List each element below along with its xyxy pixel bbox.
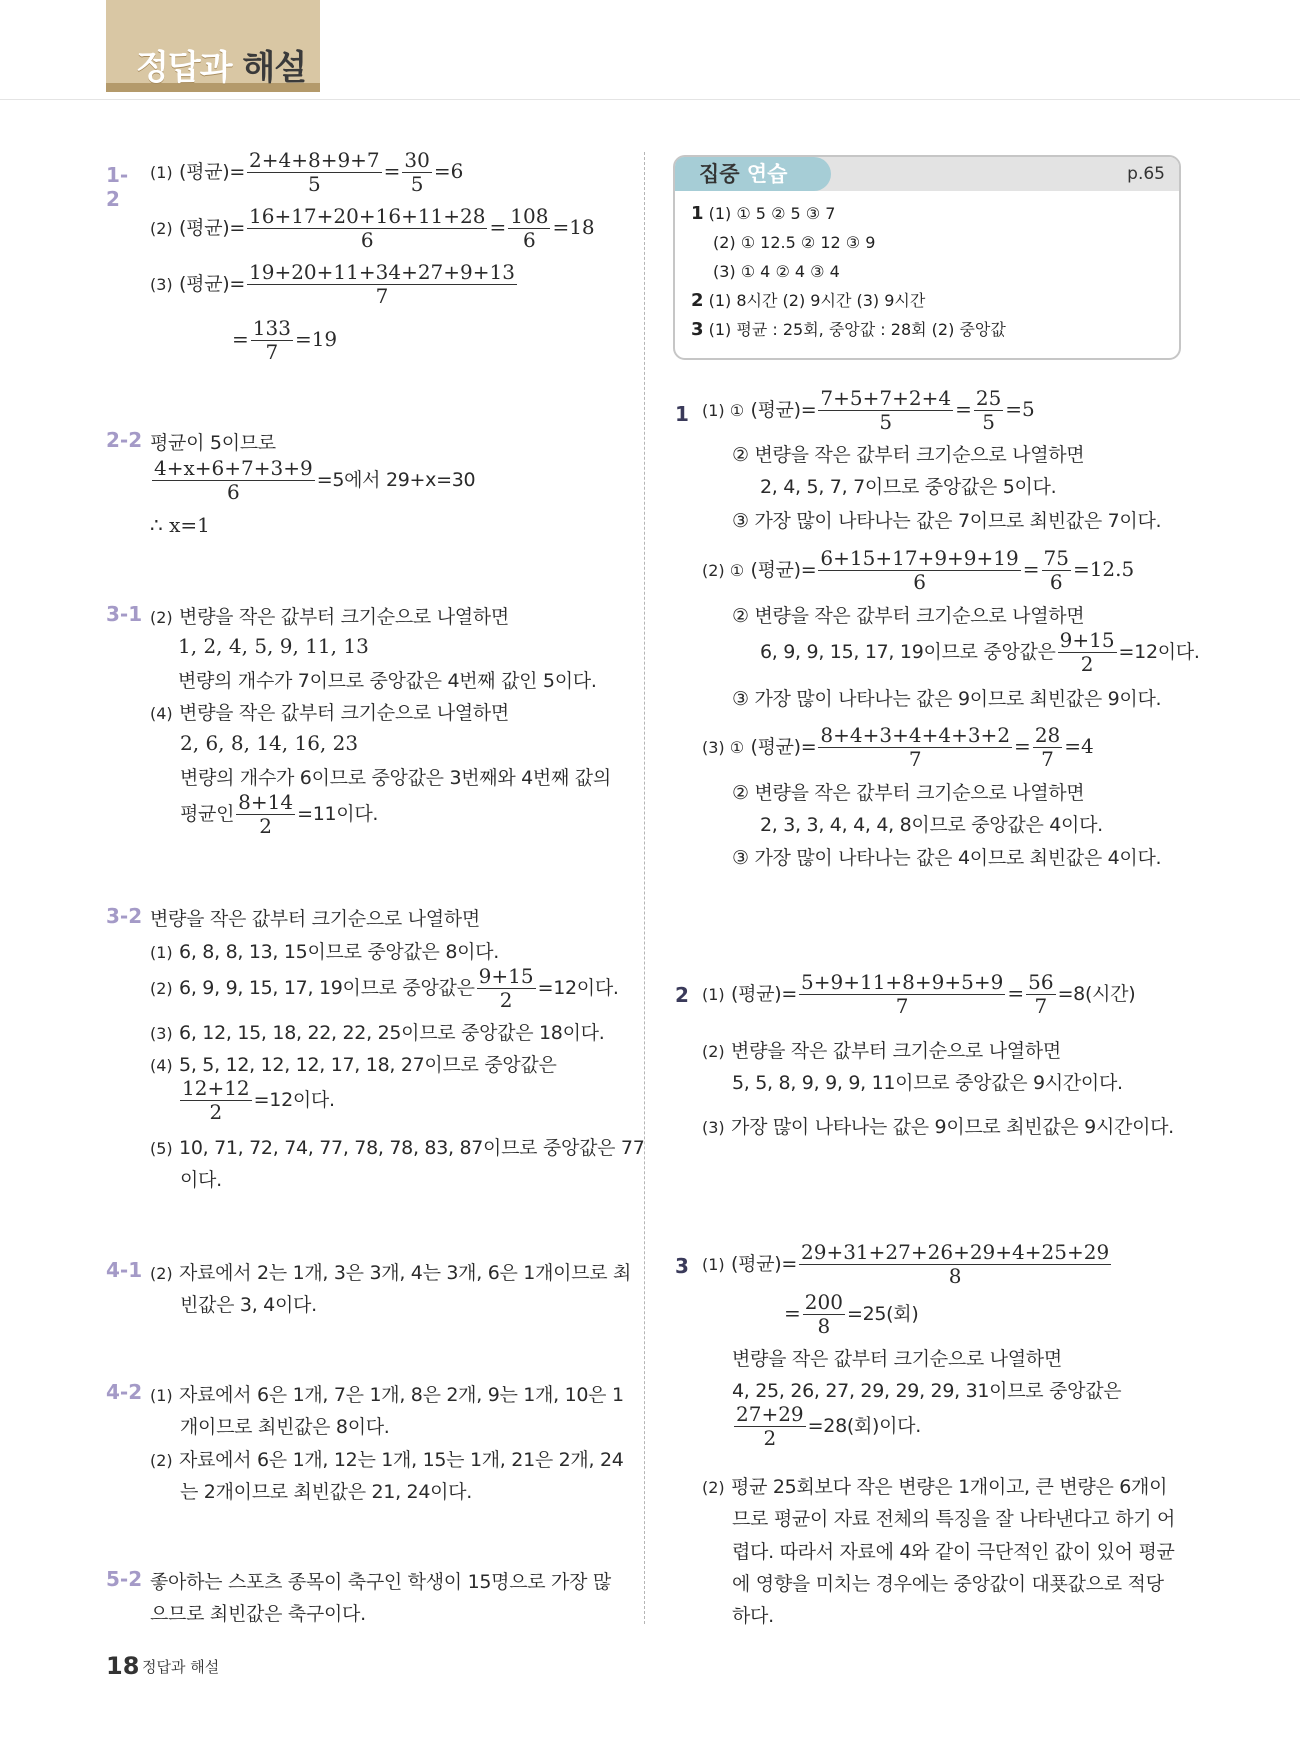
text: (평균)= [750, 399, 817, 421]
numerator: 4+x+6+7+3+9 [154, 456, 313, 480]
denominator: 6 [913, 570, 926, 594]
text: 자료에서 2는 1개, 3은 3개, 4는 3개, 6은 1개이므로 최 [179, 1262, 632, 1284]
sub-tag: (3) [150, 1024, 173, 1043]
numerator: 19+20+11+34+27+9+13 [249, 260, 515, 284]
denominator: 5 [307, 172, 321, 196]
q1-a1 [702, 388, 1035, 433]
q1-c2b: 2, 3, 3, 4, 4, 4, 8이므로 중앙값은 4이다. [760, 814, 1103, 836]
answer-label-1: 1 [675, 402, 689, 426]
text: 5, 5, 12, 12, 12, 17, 18, 27이므로 중앙값은 [179, 1054, 557, 1076]
q3-line5 [732, 1404, 921, 1449]
text: 변량을 작은 값부터 크기순으로 나열하면 [179, 606, 509, 628]
problem-label-2-2: 2-2 [106, 428, 143, 452]
p32-line5b: 이다. [180, 1169, 222, 1191]
fraction [247, 206, 487, 251]
text: 6, 9, 9, 15, 17, 19이므로 중앙값은 [760, 641, 1056, 663]
sub-tag: (1) [702, 1255, 725, 1274]
problem-label: 1-2 [106, 163, 129, 211]
header-rule [0, 99, 1300, 100]
text: =12이다. [1118, 641, 1200, 663]
answer-text: (1) 평균 : 25회, 중앙값 : 28회 (2) 중앙값 [708, 320, 1006, 339]
box-line [691, 257, 1006, 286]
numerator: 8+14 [238, 790, 294, 814]
q1-c2a: ② 변량을 작은 값부터 크기순으로 나열하면 [732, 782, 1085, 804]
q1-c3: ③ 가장 많이 나타나는 값은 4이므로 최빈값은 4이다. [732, 847, 1162, 869]
sub-tag: (1) [150, 1386, 173, 1405]
denominator: 2 [499, 988, 513, 1012]
q2-a1 [702, 972, 1135, 1017]
text: =19 [294, 327, 338, 351]
sub-tag: (2) [702, 1478, 725, 1497]
sub-tag: (2) [150, 219, 173, 238]
fraction [799, 972, 1005, 1017]
denominator: 2 [1080, 652, 1094, 676]
p42-line1b: 개이므로 최빈값은 8이다. [180, 1416, 390, 1438]
text: =28(회)이다. [807, 1415, 921, 1437]
box-line [691, 199, 1006, 228]
numerator: 12+12 [182, 1076, 250, 1100]
q1-a2b: 2, 4, 5, 7, 7이므로 중앙값은 5이다. [760, 476, 1057, 498]
numerator: 5+9+11+8+9+5+9 [801, 970, 1004, 994]
problem-label-4-1: 4-1 [106, 1258, 143, 1282]
footer-label: 정답과 해설 [142, 1658, 220, 1676]
sub-tag: (2) [150, 608, 173, 627]
text: 6, 12, 15, 18, 22, 22, 25이므로 중앙값은 18이다. [179, 1022, 605, 1044]
denominator: 5 [982, 410, 995, 434]
answer-text: (2) ① 12.5 ② 12 ③ 9 [713, 233, 876, 252]
text: 평균 25회보다 작은 변량은 1개이고, 큰 변량은 6개이 [731, 1476, 1168, 1498]
fraction [508, 206, 550, 251]
page-title [136, 40, 306, 89]
problem-label-5-2: 5-2 [106, 1567, 143, 1591]
text: (평균)= [731, 983, 797, 1005]
numerator: 30 [404, 148, 430, 172]
denominator: 7 [1034, 994, 1048, 1018]
sub-tag: (1) [702, 985, 725, 1004]
sub-tag: (2) [702, 1042, 725, 1061]
fraction [247, 262, 517, 307]
denominator: 7 [908, 747, 922, 771]
text: =25(회) [846, 1303, 919, 1325]
denominator: 6 [522, 228, 536, 252]
answer-text: (1) ① 5 ② 5 ③ 7 [708, 204, 836, 223]
fraction [247, 150, 382, 195]
sub-tag: (3) [150, 275, 173, 294]
denominator: 2 [259, 814, 272, 838]
text: =12이다. [253, 1089, 335, 1111]
p42-line2b: 는 2개이므로 최빈값은 21, 24이다. [180, 1481, 472, 1503]
label-part-a: 집중 [699, 162, 740, 186]
numerator: 6+15+17+9+9+19 [820, 546, 1019, 570]
text: =8(시간) [1057, 983, 1136, 1005]
sub-tag: (2) [150, 1264, 173, 1283]
text: =18 [552, 215, 595, 239]
title-part-a: 정답과 [136, 48, 232, 88]
p12-line3 [150, 262, 519, 307]
box-line [691, 315, 1006, 344]
p41-line2: 빈값은 3, 4이다. [180, 1294, 317, 1316]
q3-para4: 에 영향을 미치는 경우에는 중앙값이 대푯값으로 적당 [732, 1573, 1164, 1595]
fraction [1026, 972, 1055, 1017]
text: 6, 8, 8, 13, 15이므로 중앙값은 8이다. [179, 941, 499, 963]
numerator: 9+15 [1059, 628, 1115, 652]
answer-num: 2 [691, 290, 704, 311]
p52-line1: 좋아하는 스포츠 종목이 축구인 학생이 15명으로 가장 많 [150, 1571, 611, 1593]
p12-line4 [232, 318, 337, 363]
denominator: 7 [1041, 747, 1054, 771]
fraction [251, 318, 293, 363]
fraction [402, 150, 431, 195]
denominator: 6 [226, 480, 240, 504]
numerator: 16+17+20+16+11+28 [249, 204, 486, 228]
sub-tag: (3) ① [702, 738, 745, 757]
sub-tag: (5) [150, 1139, 173, 1158]
text: =6 [433, 159, 464, 183]
fraction [803, 1292, 845, 1337]
numerator: 28 [1034, 723, 1061, 747]
q3-para2: 므로 평균이 자료 전체의 특징을 잘 나타낸다고 하기 어 [732, 1508, 1176, 1530]
sub-tag: (1) [150, 163, 173, 182]
box-page-ref: p.65 [1127, 164, 1165, 184]
numerator: 7+5+7+2+4 [820, 386, 952, 410]
q1-a3: ③ 가장 많이 나타나는 값은 7이므로 최빈값은 7이다. [732, 510, 1162, 532]
sub-tag: (4) [150, 704, 173, 723]
text: = [383, 159, 401, 183]
fraction [1033, 725, 1062, 770]
denominator: 8 [817, 1314, 831, 1338]
problem-label-4-2: 4-2 [106, 1380, 143, 1404]
fraction [1042, 548, 1071, 593]
box-answers [691, 199, 1006, 344]
q2-line2b: 5, 5, 8, 9, 9, 9, 11이므로 중앙값은 9시간이다. [732, 1072, 1123, 1094]
text: =5에서 29+x=30 [316, 469, 476, 491]
column-divider [644, 152, 645, 1624]
denominator: 6 [360, 228, 374, 252]
sub-tag: (1) ① [702, 401, 745, 420]
answer-label-2: 2 [675, 983, 689, 1007]
q3-a1 [702, 1242, 1113, 1287]
fraction [236, 792, 295, 837]
text: (평균)= [750, 559, 817, 581]
answer-num: 3 [691, 319, 704, 340]
q3-para3: 렵다. 따라서 자료에 4와 같이 극단적인 값이 있어 평균 [732, 1541, 1175, 1563]
q1-b2a: ② 변량을 작은 값부터 크기순으로 나열하면 [732, 605, 1085, 627]
denominator: 2 [209, 1100, 223, 1124]
p52-line2: 으므로 최빈값은 축구이다. [150, 1603, 366, 1625]
fraction [734, 1404, 806, 1449]
text: 가장 많이 나타나는 값은 9이므로 최빈값은 9시간이다. [731, 1116, 1174, 1138]
fraction [152, 458, 315, 503]
sub-tag: (2) [150, 1451, 173, 1470]
title-part-b: 해설 [231, 48, 307, 88]
numerator: 29+31+27+26+29+4+25+29 [801, 1240, 1110, 1264]
label-part-b: 연습 [739, 162, 788, 186]
text: (평균)= [179, 161, 245, 183]
text: (평균)= [179, 217, 245, 239]
text: = [1007, 981, 1025, 1005]
fraction [477, 966, 536, 1011]
text: 10, 71, 72, 74, 77, 78, 78, 83, 87이므로 중앙값은 77 [179, 1137, 645, 1159]
text: (평균)= [750, 736, 817, 758]
header-tab [106, 0, 320, 92]
text: = [955, 397, 972, 421]
fraction [818, 548, 1020, 593]
q1-b2b [760, 630, 1200, 675]
text: 변량을 작은 값부터 크기순으로 나열하면 [731, 1040, 1061, 1062]
p22-line3: ∴ x=1 [150, 513, 210, 537]
numerator: 133 [252, 316, 291, 340]
practice-answer-box [673, 155, 1181, 360]
sub-tag: (4) [150, 1056, 173, 1075]
denominator: 2 [763, 1426, 777, 1450]
box-label [675, 157, 831, 191]
numerator: 27+29 [736, 1402, 804, 1426]
text: 평균인 [180, 803, 235, 825]
numerator: 9+15 [478, 964, 534, 988]
numerator: 2+4+8+9+7 [249, 148, 380, 172]
denominator: 7 [265, 340, 279, 364]
text: 변량을 작은 값부터 크기순으로 나열하면 [179, 702, 509, 724]
answer-num: 1 [691, 203, 704, 224]
sub-tag: (3) [702, 1118, 725, 1137]
box-line [691, 228, 1006, 257]
q3-line4: 4, 25, 26, 27, 29, 29, 29, 31이므로 중앙값은 [732, 1380, 1122, 1402]
text: =5 [1005, 397, 1035, 421]
answer-text: (1) 8시간 (2) 9시간 (3) 9시간 [708, 291, 926, 310]
text: = [489, 215, 507, 239]
numerator: 200 [804, 1290, 843, 1314]
text: 6, 9, 9, 15, 17, 19이므로 중앙값은 [179, 977, 475, 999]
box-line [691, 286, 1006, 315]
q1-b3: ③ 가장 많이 나타나는 값은 9이므로 최빈값은 9이다. [732, 688, 1162, 710]
p31-line6: 변량의 개수가 6이므로 중앙값은 3번째와 4번째 값의 [180, 767, 611, 789]
page-number: 18 [106, 1652, 140, 1680]
fraction [818, 725, 1012, 770]
q1-a2a: ② 변량을 작은 값부터 크기순으로 나열하면 [732, 444, 1085, 466]
p31-data2: 2, 6, 8, 14, 16, 23 [180, 731, 359, 755]
fraction [799, 1242, 1111, 1287]
answer-label-3: 3 [675, 1254, 689, 1278]
denominator: 5 [410, 172, 424, 196]
problem-label-3-1: 3-1 [106, 602, 143, 626]
numerator: 108 [510, 204, 549, 228]
fraction [974, 388, 1003, 433]
numerator: 25 [975, 386, 1002, 410]
problem-label-3-2: 3-2 [106, 904, 143, 928]
denominator: 7 [895, 994, 909, 1018]
p22-line2 [150, 458, 475, 503]
denominator: 7 [375, 284, 389, 308]
denominator: 6 [1049, 570, 1063, 594]
numerator: 8+4+3+4+4+3+2 [820, 723, 1011, 747]
box-header [675, 157, 1179, 191]
denominator: 8 [948, 1264, 962, 1288]
sub-tag: (2) ① [702, 561, 745, 580]
fraction [180, 1078, 252, 1123]
text: = [1014, 734, 1031, 758]
fraction [818, 388, 953, 433]
p31-line3: 변량의 개수가 7이므로 중앙값은 4번째 값인 5이다. [178, 670, 597, 692]
text: (평균)= [731, 1253, 797, 1275]
q1-b1 [702, 548, 1134, 593]
fraction [1058, 630, 1117, 675]
p32-line4b [178, 1078, 335, 1123]
q3-para5: 하다. [732, 1605, 774, 1627]
q1-c1 [702, 725, 1094, 770]
q3-line3: 변량을 작은 값부터 크기순으로 나열하면 [732, 1348, 1062, 1370]
text: = [232, 327, 249, 351]
p31-data: 1, 2, 4, 5, 9, 11, 13 [178, 634, 369, 658]
text: =4 [1064, 734, 1094, 758]
answer-text: (3) ① 4 ② 4 ③ 4 [713, 262, 840, 281]
sub-tag: (1) [150, 943, 173, 962]
p32-intro: 변량을 작은 값부터 크기순으로 나열하면 [150, 908, 480, 930]
text: 자료에서 6은 1개, 7은 1개, 8은 2개, 9는 1개, 10은 1 [179, 1384, 624, 1406]
text: (평균)= [179, 273, 245, 295]
text: =11이다. [297, 803, 379, 825]
denominator: 5 [879, 410, 893, 434]
q3-a1b [784, 1292, 918, 1337]
text: 자료에서 6은 1개, 12는 1개, 15는 1개, 21은 2개, 24 [179, 1449, 624, 1471]
p12-line1 [150, 150, 463, 195]
numerator: 75 [1043, 546, 1069, 570]
p31-line7 [180, 792, 378, 837]
text: =12이다. [537, 977, 619, 999]
numerator: 56 [1028, 970, 1054, 994]
text: =12.5 [1072, 557, 1135, 581]
p12-line2 [150, 206, 595, 251]
sub-tag: (2) [150, 979, 173, 998]
text: = [1022, 557, 1040, 581]
p22-line1: 평균이 5이므로 [150, 432, 276, 454]
text: = [784, 1301, 801, 1325]
